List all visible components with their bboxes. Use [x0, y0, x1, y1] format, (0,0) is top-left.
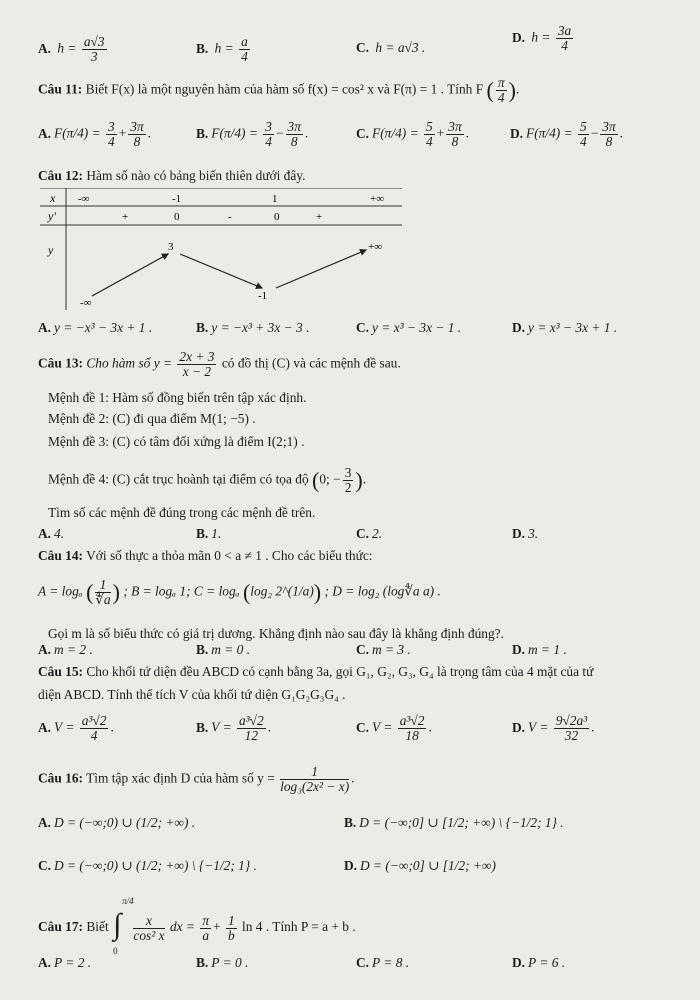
q17-option-a: [38, 955, 91, 971]
question-text: Cho khối tứ diện đều ABCD có cạnh bằng 3a, gọi G₁, G₂, G₃, G₄ là trọng tâm của 4 mặt của tứ: [86, 664, 594, 679]
option-text: h =: [531, 29, 551, 45]
option-label: B.: [196, 642, 209, 657]
question-label: Câu 17:: [38, 919, 84, 935]
q14-option-d: [512, 642, 567, 658]
option-label: A.: [38, 719, 52, 735]
fraction: [80, 714, 109, 743]
expr-a: A = logₐ: [38, 583, 83, 599]
option-text: 4.: [54, 526, 65, 541]
option-label: C.: [356, 526, 370, 541]
option-label: D.: [512, 642, 526, 657]
x-val-neg-inf: -∞: [78, 193, 90, 205]
denominator: b: [227, 927, 235, 943]
option-label: D.: [512, 955, 526, 970]
fraction: [286, 120, 303, 149]
option-label: B.: [196, 955, 209, 970]
fraction: [106, 120, 117, 149]
operator: −: [590, 125, 599, 141]
fraction: [237, 714, 266, 743]
q13-option-c: [356, 526, 382, 542]
numerator: a: [241, 34, 248, 49]
option-text: 1.: [211, 526, 222, 541]
option-label: A.: [38, 125, 52, 141]
option-label: A.: [38, 955, 52, 970]
statement-text: Mệnh đề 4: (C) cắt trục hoành tại điểm có tọa độ: [48, 471, 309, 487]
fraction: [424, 120, 435, 149]
denominator: 8: [605, 134, 613, 149]
question-text: Cho hàm số y =: [86, 355, 173, 371]
q15-option-c: C. V = $\frac{\text{a³√2}}{18}$ .: [356, 713, 432, 743]
question-label: Câu 13:: [38, 355, 84, 371]
fraction: [226, 914, 237, 943]
option-text: y = x³ − 3x − 1 .: [372, 320, 462, 335]
q15-option-b: B. V = $\frac{\text{a³√2}}{12}$ .: [196, 713, 272, 743]
q10-option-b: [196, 35, 252, 64]
q17-option-d: [512, 955, 565, 971]
question-text: có đồ thị (C) và các mệnh đề sau.: [221, 355, 401, 371]
denominator: cos² x: [133, 927, 165, 943]
option-text: P = 2 .: [54, 955, 92, 970]
table-x-label: x: [50, 191, 56, 205]
option-text: m = 3 .: [372, 642, 411, 657]
option-text: D = (−∞;0] ∪ [1/2; +∞) \ {−1/2; 1} .: [359, 815, 564, 830]
fraction: [600, 120, 617, 149]
option-label: D.: [510, 125, 524, 141]
numerator: 3a: [557, 23, 572, 38]
fraction: [496, 76, 507, 105]
q17-option-c: [356, 955, 409, 971]
q16-option-c: [38, 858, 257, 874]
sign-4: 0: [274, 211, 280, 223]
lower-limit: 0: [113, 946, 118, 956]
option-text: m = 1 .: [528, 642, 567, 657]
q14-option-c: [356, 642, 411, 658]
option-label: D.: [512, 320, 526, 335]
denominator: 4: [90, 728, 98, 743]
option-text: h =: [214, 40, 234, 56]
q14-ask: Gọi m là số biểu thức có giá trị dương. Khẳng định nào sau đây là khẳng định đúng?.: [48, 626, 504, 641]
q16-option-d: [344, 858, 496, 874]
option-label: D.: [512, 29, 526, 45]
q12-option-b: [196, 320, 309, 336]
denominator: 4: [426, 134, 433, 149]
q16-option-b: [344, 815, 564, 831]
numerator: 3: [265, 119, 272, 134]
option-label: C.: [356, 125, 370, 141]
fraction: [554, 714, 589, 743]
denominator: 8: [290, 134, 298, 149]
q15-stem-line2: diện ABCD. Tính thể tích V của khối tứ diện G₁G₂G₃G₄ .: [38, 687, 346, 702]
sign-2: 0: [174, 211, 180, 223]
numerator: 1: [227, 912, 235, 928]
increasing-arrow: [276, 250, 366, 288]
q10-option-d: [512, 24, 575, 53]
q16-option-a: [38, 815, 195, 831]
operator: +: [436, 125, 445, 141]
statement-3: Mệnh đề 3: (C) có tâm đối xứng là điểm I(2;1) .: [48, 434, 305, 449]
numerator: 3: [344, 465, 352, 480]
denominator: 32: [564, 728, 579, 743]
q13-option-d: [512, 526, 538, 542]
option-label: B.: [196, 719, 209, 735]
numerator: 9√2a³: [555, 713, 588, 728]
question-text: Biết: [86, 919, 109, 935]
table-y1-label: y': [48, 209, 56, 223]
fraction: [82, 35, 107, 64]
option-text: 3.: [528, 526, 539, 541]
integral-icon: ∫ π/4 0: [113, 896, 134, 956]
denominator: ∜a: [95, 592, 111, 607]
option-label: C.: [356, 40, 370, 55]
q11-option-a: A. F(π/4) = $\frac{3}{4}$ + $\frac{3\pi}{8}$ .: [38, 119, 152, 149]
q16-stem: Câu 16: Tìm tập xác định D của hàm số y = $\frac{1}{\text{log₃(2x² − x)}}$ .: [38, 764, 355, 794]
statement-1: Mệnh đề 1: Hàm số đồng biến trên tập xác định.: [48, 390, 307, 405]
option-text: V =: [528, 719, 549, 735]
operator: −: [275, 125, 284, 141]
q14-option-a: [38, 642, 93, 658]
q12-option-d: [512, 320, 617, 336]
question-text: Hàm số nào có bảng biến thiên dưới đây.: [86, 168, 306, 183]
statement-2: Mệnh đề 2: (C) đi qua điểm M(1; −5) .: [48, 411, 256, 426]
denominator: 18: [405, 728, 419, 743]
fraction: [95, 578, 110, 607]
q14-expressions: A = logₐ ( $\frac{1}{∜a}$ ) ; B = logₐ 1; C = logₐ (log₂ 2^(1/a)) ; D = log₂ (log∜a a) .: [38, 577, 441, 607]
numerator: a³√2: [81, 713, 107, 728]
question-label: Câu 14:: [38, 548, 84, 563]
option-text: h = a√3 .: [375, 40, 426, 55]
sign-3: -: [228, 211, 232, 223]
fraction: [128, 120, 145, 149]
q15-stem: [38, 664, 593, 680]
option-label: D.: [512, 526, 526, 541]
q12-stem: [38, 168, 306, 184]
decreasing-arrow: [180, 254, 262, 288]
y-val-3: 3: [168, 241, 174, 253]
option-label: C.: [356, 642, 370, 657]
expr-b: ; B = logₐ 1; C = logₐ: [123, 583, 240, 599]
increasing-arrow: [92, 254, 168, 296]
denominator: 4: [580, 134, 587, 149]
denominator: x − 2: [182, 364, 212, 379]
option-text: V =: [54, 719, 75, 735]
option-text: m = 2 .: [54, 642, 93, 657]
option-text: F(π/4) =: [372, 125, 419, 141]
question-text: ln 4 . Tính P = a + b .: [242, 919, 356, 935]
fraction: [446, 120, 463, 149]
option-text: P = 6 .: [528, 955, 566, 970]
option-text: F(π/4) =: [526, 125, 573, 141]
x-val-pos-inf: +∞: [370, 193, 385, 205]
option-text: F(π/4) =: [54, 125, 101, 141]
y-val-neg-inf: -∞: [80, 297, 92, 309]
q17-option-b: [196, 955, 248, 971]
expr-d: ; D = log₂ (log∜a a) .: [324, 583, 441, 599]
fraction: [578, 120, 589, 149]
sign-5: +: [316, 211, 323, 223]
statement-4: Mệnh đề 4: (C) cắt trục hoành tại điểm có tọa độ (0; − $\frac{3}{2}$ ).: [48, 465, 367, 495]
fraction: [398, 714, 427, 743]
denominator: 4: [108, 134, 115, 149]
denominator: 3: [90, 49, 98, 64]
x-val-1: 1: [272, 193, 278, 205]
fraction: [280, 765, 349, 794]
q15-option-a: A. V = $\frac{\text{a³√2}}{4}$ .: [38, 713, 114, 743]
q17-stem: Câu 17: Biết ∫ π/4 0 $\frac{x}{\text{cos² x}}$ dx = $\frac{\pi}{a}$ + $\frac{1}{b}$ ln 4 . Tính P = a + b .: [38, 896, 356, 956]
y-val-neg1: -1: [258, 290, 268, 302]
q11-stem: Câu 11: Biết F(x) là một nguyên hàm của hàm số f(x) = cos² x và F(π) = 1 . Tính F ( $\frac{\pi}{4}$ ).: [38, 75, 520, 105]
question-label: Câu 12:: [38, 168, 84, 183]
option-text: m = 0 .: [211, 642, 251, 657]
numerator: 3π: [602, 119, 616, 134]
q12-option-c: [356, 320, 461, 336]
fraction: [200, 914, 211, 943]
option-text: D = (−∞;0) ∪ (1/2; +∞) .: [54, 815, 196, 830]
numerator: π: [497, 75, 505, 90]
option-text: V =: [211, 719, 232, 735]
option-text: D = (−∞;0) ∪ (1/2; +∞) \ {−1/2; 1} .: [54, 858, 257, 873]
denominator: 4: [497, 90, 505, 105]
option-text: P = 8 .: [372, 955, 410, 970]
q12-option-a: [38, 320, 152, 336]
q10-option-c: [356, 40, 425, 56]
option-label: C.: [356, 320, 370, 335]
denominator: 12: [244, 728, 259, 743]
q13-option-a: [38, 526, 64, 542]
fraction: [177, 350, 216, 379]
option-text: P = 0 .: [211, 955, 249, 970]
numerator: 1: [95, 578, 110, 593]
option-text: y = −x³ − 3x + 1 .: [54, 320, 153, 335]
fraction: [556, 24, 573, 53]
option-text: D = (−∞;0] ∪ [1/2; +∞): [360, 858, 496, 873]
denominator: log₃(2x² − x): [280, 779, 350, 794]
option-label: D.: [512, 719, 526, 735]
numerator: a³√2: [399, 713, 425, 728]
q10-option-a: [38, 35, 109, 64]
denominator: 8: [133, 134, 141, 149]
option-label: B.: [196, 526, 209, 541]
question-text: Biết F(x) là một nguyên hàm của hàm số f(x) = cos² x và F(π) = 1 . Tính F: [85, 81, 484, 97]
option-label: B.: [196, 40, 209, 56]
question-label: Câu 16:: [38, 770, 84, 786]
numerator: 5: [580, 119, 587, 134]
denominator: 2: [344, 480, 352, 495]
q14-stem: [38, 548, 373, 564]
upper-limit: π/4: [122, 896, 134, 906]
question-text: Tìm tập xác định D của hàm số y =: [86, 770, 275, 786]
denominator: 4: [241, 49, 248, 64]
sign-1: +: [122, 211, 129, 223]
option-label: B.: [196, 320, 209, 335]
question-label: Câu 11:: [38, 81, 83, 97]
q15-option-d: D. V = $\frac{\text{9√2a³}}{32}$ .: [512, 713, 595, 743]
question-label: Câu 15:: [38, 664, 84, 679]
option-label: C.: [356, 955, 370, 970]
option-label: B.: [344, 815, 357, 830]
fraction: [133, 914, 164, 943]
table-y-label: y: [48, 243, 54, 257]
option-text: y = x³ − 3x + 1 .: [528, 320, 618, 335]
numerator: 1: [280, 765, 349, 780]
fraction: [343, 466, 354, 495]
denominator: a: [202, 927, 210, 943]
numerator: 3: [108, 119, 115, 134]
y-val-pos-inf: +∞: [368, 241, 383, 253]
option-label: C.: [356, 719, 370, 735]
option-text: F(π/4) =: [211, 125, 258, 141]
numerator: x: [133, 914, 164, 929]
option-label: A.: [38, 642, 52, 657]
q13-ask: Tìm số các mệnh đề đúng trong các mệnh đề trên.: [48, 505, 316, 520]
q11-option-c: C. F(π/4) = $\frac{5}{4}$ + $\frac{3\pi}{8}$ .: [356, 119, 470, 149]
operator: +: [118, 125, 127, 141]
q13-stem: [38, 350, 401, 379]
numerator: 3π: [287, 119, 301, 134]
option-label: D.: [344, 858, 358, 873]
q14-option-b: [196, 642, 250, 658]
q11-option-b: B. F(π/4) = $\frac{3}{4}$ − $\frac{3\pi}{8}$ .: [196, 119, 309, 149]
option-text: y = −x³ + 3x − 3 .: [211, 320, 310, 335]
question-text: dx =: [169, 919, 195, 935]
option-label: A.: [38, 526, 52, 541]
fraction: [239, 35, 250, 64]
q13-option-b: [196, 526, 221, 542]
coordinate-text: 0; −: [319, 471, 341, 487]
denominator: 4: [265, 134, 272, 149]
numerator: 5: [426, 119, 433, 134]
denominator: 4: [561, 38, 568, 53]
option-text: h =: [57, 40, 77, 56]
q11-option-d: D. F(π/4) = $\frac{5}{4}$ − $\frac{3\pi}{8}$ .: [510, 119, 624, 149]
x-val-neg1: -1: [172, 193, 182, 205]
option-label: A.: [38, 320, 52, 335]
expr-c: log₂ 2^(1/a): [250, 583, 314, 599]
numerator: a³√2: [238, 713, 264, 728]
option-label: B.: [196, 125, 209, 141]
numerator: π: [202, 912, 210, 928]
numerator: 2x + 3: [179, 349, 215, 364]
numerator: 3π: [448, 119, 462, 134]
fraction: [263, 120, 274, 149]
question-text: Với số thực a thỏa mãn 0 < a ≠ 1 . Cho các biểu thức:: [86, 548, 373, 563]
option-text: V =: [372, 719, 393, 735]
option-text: 2.: [372, 526, 383, 541]
option-label: C.: [38, 858, 52, 873]
numerator: 3π: [130, 119, 144, 134]
option-label: A.: [38, 40, 52, 56]
numerator: a√3: [83, 34, 105, 49]
option-label: A.: [38, 815, 52, 830]
variation-table: [40, 188, 402, 310]
denominator: 8: [451, 134, 459, 149]
